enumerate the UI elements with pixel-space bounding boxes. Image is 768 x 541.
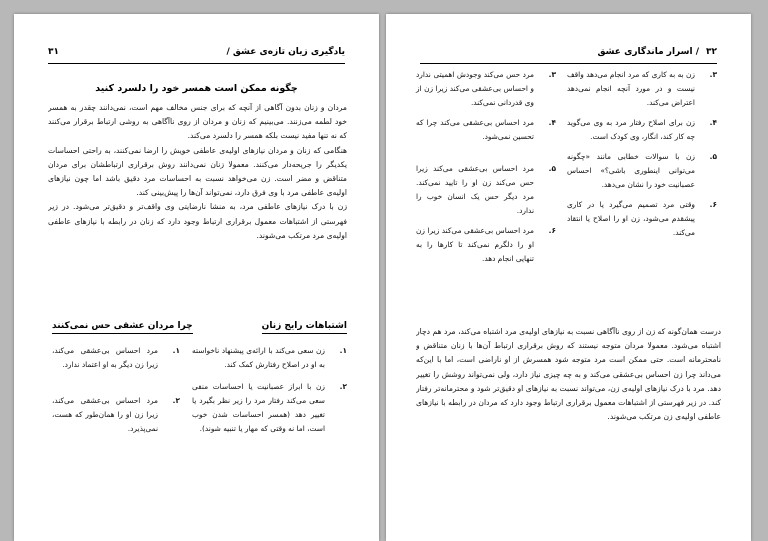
list-item: [192, 344, 347, 372]
item-number: ۵.: [548, 164, 556, 173]
list-item: [52, 394, 180, 436]
header-page-number: ۳۲: [706, 47, 717, 57]
mistakes-list: [192, 344, 347, 436]
list-item: [416, 68, 556, 110]
item-text: مرد احساس بی‌عشقی می‌کند، زیرا زن او را همان‌طور که هست، نمی‌پذیرد.: [52, 396, 158, 433]
item-number: ۲.: [339, 382, 347, 391]
item-text: وقتی مرد تصمیم می‌گیرد یا در کاری پیشقدم می‌شود، زن او را اصلاح یا انتقاد می‌کند.: [567, 200, 695, 237]
item-text: زن سعی می‌کند با ارائه‌ی پیشنهاد ناخواسته به او در اصلاح رفتارش کمک کند.: [192, 346, 325, 369]
item-text: مرد حس می‌کند وجودش اهمیتی ندارد و احساس بی‌عشقی می‌کند زیرا زن از وی قدردانی نمی‌کند.: [416, 70, 534, 107]
list-item: [416, 224, 556, 266]
item-text: زن به به کاری که مرد انجام می‌دهد واقف نیست و در مورد آنچه انجام نمی‌دهد اعتراض می‌کند.: [567, 70, 695, 107]
item-text: مرد احساس بی‌عشقی می‌کند زیرا زن او را دلگرم نمی‌کند تا کارها را به تنهایی انجام دهد.: [416, 226, 534, 263]
paragraph: هنگامی که زنان و مردان نیازهای اولیه‌ی عاطفی خویش را ارضا نمی‌کنند، به راحتی احساسات یکدیگر را جریحه‌دار می‌کنند. معمولا زنان نمی‌دانند روش برقراری ارتباطشان برای مردان متناقض و مضر است. زن می‌خواهد نسبت به احساسات مرد دقیق باشد اما چون نیازهای اولیه‌ی عاطفی مرد با وی فرق دارد، نمی‌تواند آن‌ها را پیش‌بینی کند.: [48, 145, 347, 198]
list-item: [567, 68, 717, 110]
item-number: ۴.: [548, 118, 556, 127]
left-page-header: [48, 47, 345, 64]
list-item: [567, 198, 717, 240]
right-page-header: [420, 47, 717, 64]
paragraph: زن با درک نیازهای عاطفی مرد، به منشا نارضایتی وی واقف‌تر و دقیق‌تر می‌شود. در زیر فهرستی از اشتباهات معمول برقراری ارتباط وجود دارد که زنان در رابطه با نیازهای عاطفی اولیه‌ی مرد مرتکب می‌شوند.: [48, 202, 347, 240]
list-item: [416, 116, 556, 144]
intro-text: [48, 101, 347, 301]
header-page-number: ۳۱: [48, 47, 59, 57]
column-heading-reasons: چرا مردان عشقی حس نمی‌کنند: [52, 321, 193, 334]
body-paragraph: [416, 325, 721, 475]
right-page: [386, 14, 751, 541]
item-text: زن با ابراز عصبانیت یا احساسات منفی سعی می‌کند رفتار مرد را زیر نظر بگیرد یا تغییر دهد (همسر احساسات شدن خوب است، اما نه وقتی که مهار یا تنبیه شوند).: [192, 382, 325, 433]
item-number: ۶.: [548, 226, 556, 235]
column-heading-mistakes: اشتباهات رایج زنان: [262, 321, 347, 334]
reasons-list: [416, 68, 556, 266]
item-text: زن با سوالات خطابی مانند «چگونه می‌توانی اینطوری باشی؟» احساس عصبانیت خود را نشان می‌دهد.: [567, 152, 695, 189]
list-item: [192, 380, 347, 436]
item-number: ۶.: [709, 200, 717, 209]
item-text: زن برای اصلاح رفتار مرد به وی می‌گوید چه کار کند، انگار، وی کودک است.: [567, 118, 695, 141]
item-number: ۱.: [339, 346, 347, 355]
item-number: ۲.: [172, 396, 180, 405]
item-number: ۵.: [709, 152, 717, 161]
item-number: ۴.: [709, 118, 717, 127]
header-book-title: / اسرار ماندگاری عشق: [597, 47, 699, 57]
list-item: [567, 116, 717, 144]
item-number: ۳.: [709, 70, 717, 79]
section-title: چگونه ممکن است همسر خود را دلسرد کنید: [95, 83, 298, 94]
left-page: [14, 14, 379, 541]
list-item: [52, 344, 180, 372]
item-number: ۳.: [548, 70, 556, 79]
item-number: ۱.: [172, 346, 180, 355]
header-book-title: یادگیری زبان تازه‌ی عشق /: [226, 47, 345, 57]
paragraph: درست همان‌گونه که زن از روی ناآگاهی نسبت به نیازهای اولیه‌ی مرد اشتباه می‌کند، مرد هم دچار اشتباه می‌شود. معمولا مردان متوجه نیستند که روش برقراری ارتباط آن‌ها با زنان متناقض و نامحترمانه است. حتی ممکن است مرد متوجه شود همسرش از او ناراضی است، اما با این‌که می‌داند چرا زن احساس بی‌عشقی می‌کند و به چه چیزی نیاز دارد، ولی نمی‌تواند روشش را تغییر دهد. مرد با درک نیازهای اولیه‌ی زن، می‌تواند نسبت به نیازهای او دقیق‌تر شود و محترمانه‌تر رفتار کند. در زیر فهرستی از اشتباهات معمول برقراری ارتباط وجود دارد که مردان در رابطه با نیازهای عاطفی اولیه‌ی زن مرتکب می‌شوند.: [416, 327, 721, 422]
reasons-list: [52, 344, 180, 436]
mistakes-list: [567, 68, 717, 240]
item-text: مرد احساس بی‌عشقی می‌کند چرا که تحسین نمی‌شود.: [416, 118, 534, 141]
item-text: مرد احساس بی‌عشقی می‌کند زیرا حس می‌کند زن او را تایید نمی‌کند. مرد دیگر حس یک انسان خوب را ندارد.: [416, 164, 534, 215]
item-text: مرد احساس بی‌عشقی می‌کند، زیرا زن دیگر به او اعتماد ندارد.: [52, 346, 158, 369]
paragraph: مردان و زنان بدون آگاهی از آنچه که برای جنس مخالف مهم است، نمی‌دانند چقدر به همسر خود لطمه می‌زنند. می‌بینیم که زنان و مردان از روی ناآگاهی به روشی ارتباط برقرار می‌کنند که نه تنها مفید نیست بلکه همسر را دلسرد می‌کند.: [48, 103, 347, 141]
list-item: [416, 162, 556, 218]
list-item: [567, 150, 717, 192]
